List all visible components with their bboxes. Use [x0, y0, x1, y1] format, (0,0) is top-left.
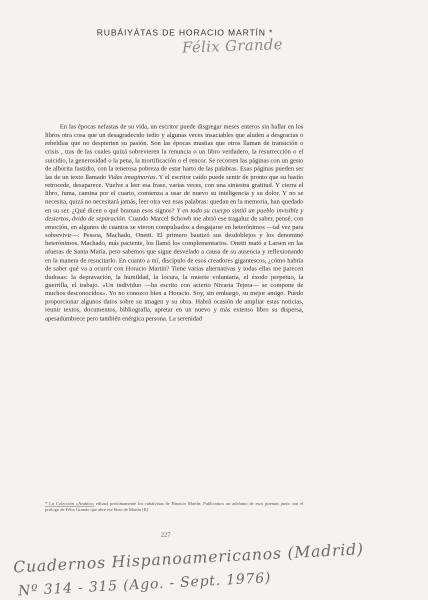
body-text	[45, 123, 303, 323]
body-paragraph: En las épocas nefastas de su vida, un escritor puede disgregar meses enteros sin hallar en los libros otra cosa que un desagradecido tedio y algunas veces insaciables que aluden a desgracias o rebeldías que no despierten su pasión. Son las épocas mustias que otros llaman de transición o crisis , tras de las cuales quizá sobrevieren la renuncia o un libro verdadero, la resurrección o el suicidio, la generosidad o la pena, la mortificación o el rencor. Se recorren las páginas con un gesto de alborita fastidio, con la tenerosa pobreza de estar harto de las palabras. Esas páginas pueden ser las de un texto llamado Vidas imaginarias. Y el escritor caído puede sentir de pronto que su hastío retrocede, desaparece. Vuelve a leer esa frase, varias veces, con una siniestra gratitud. Y cierra el libro, fuma, camina por el cuarto, comienza a usar de nuevo su inteligencia y su dolor. Y no se necesita, quizá no necesitará jamás, leer otra vez esas palabras: quedan en la memoria, han quedado en su ser. ¿Qué dicen o qué braman esos signos? Y en todo su cuerpo sintió un pueblo invisible y desiertos, ávido de separación. Cuando Marcel Schowb me abrió ese tragaluz de saber, pensé, con emoción, en algunos de cuantos se vieron compulsados a desgajarse en heterónimos —tal vez para sobrevivir—: Pessoa, Machado, Onetti. El primero bautizó sus desdoblejos y los denominó heterónimos. Machado, más paciente, los llamó los complementarios. Onetti mató a Larsen en las afueras de Santa María, pero sabemos que sigue desvelado a causa de su ausencia y reflexionando en la manera de resucitarlo. En cuanto a mí, discípulo de esos creadores gigantescos, ¿cómo habría de saber qué va a ocurrir con Horacio Martín? Tiene varias alternativas y todas ellas me parecen dudosas: la depravación, la humildad, la locura, la muerte voluntaria, el éxodo perpetuo, la guerrilla, el trabajo. «Un individuo —ha escrito con acierto Nivaria Tejera— se compone de muchos desconocidos». Yo no conozco bien a Horacio. Soy, sin embargo, su mejor amigo. Puedo proporcionar algunos datos sobre su imagen y su obra. Habrá ocasión de ampliar estas noticias, reunir textos, documentos, bibliografía, apretar en un nuevo y más extenso libro su dispersa, apesadumbrece pero también enérgica persona. La serenidad	[45, 123, 304, 322]
page-title: RUBÁIYÁTAS DE HORACIO MARTÍN *	[96, 27, 274, 38]
italic-title-vidas-imaginarias: Vidas imaginarias	[108, 172, 156, 181]
handwritten-author-note: Félix Grande	[181, 35, 284, 57]
page-number: 227	[160, 530, 171, 538]
footnote: * La Colección «Ambito» editará próximamente los rubáiyátas de Horacio Martín. Publicamos un adelanto de esos poemas junto con el prólogo de Félix Grande que abre ese libro de Martín [E].	[45, 501, 304, 513]
handwritten-source-line-2: Nº 314 - 315 (Ago. - Sept. 1976)	[17, 569, 272, 600]
italic-quotation: Y en todo su cuerpo sintió un pueblo invisible y desiertos, ávido de separación	[45, 206, 304, 222]
handwritten-source-line-1: Cuadernos Hispanoamericanos (Madrid)	[12, 540, 365, 577]
